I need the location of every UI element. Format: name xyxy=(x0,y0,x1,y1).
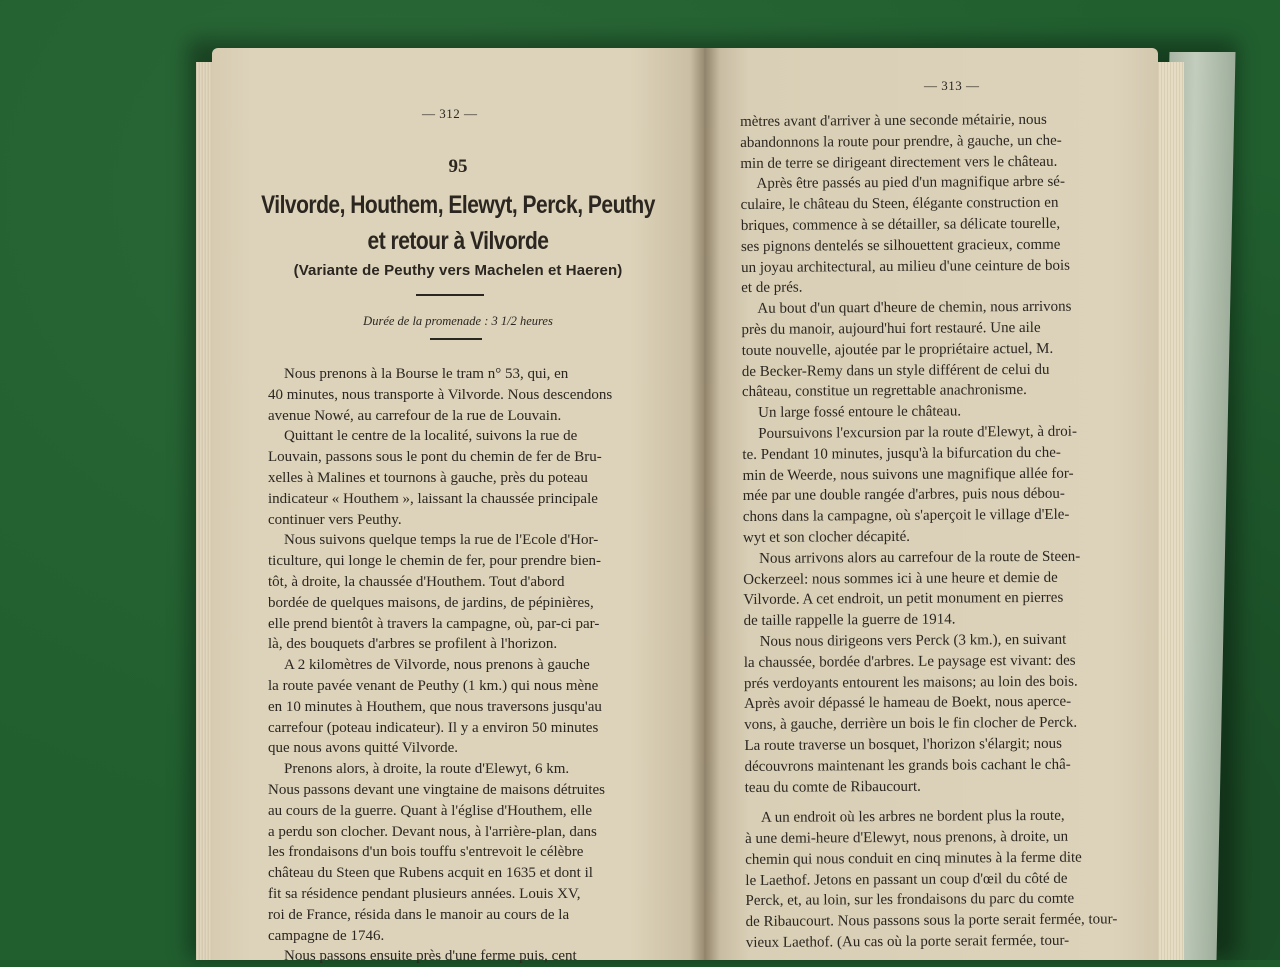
text-line: là, des bouquets d'arbres se profilent à l'horizon. xyxy=(268,636,558,653)
text-line: fit sa résidence pendant plusieurs années. Louis XV, xyxy=(268,885,581,902)
text-line: Au bout d'un quart d'heure de chemin, nous arrivons xyxy=(757,298,1072,318)
text-line: chemin qui nous conduit en cinq minutes à la ferme dite xyxy=(745,849,1082,868)
chapter-number: 95 xyxy=(448,156,468,177)
text-line: culaire, le château du Steen, élégante construction en xyxy=(740,194,1059,214)
text-line: les frondaisons d'un bois touffu s'entrevoit le célèbre xyxy=(268,844,584,861)
text-line: Louvain, passons sous le pont du chemin de fer de Bru- xyxy=(268,449,602,466)
text-line: ses pignons dentelés se silhouettent gracieux, comme xyxy=(740,236,1061,255)
text-line: chons dans la campagne, où s'aperçoit le village d'Ele- xyxy=(742,506,1070,526)
text-line: tôt, à droite, la chaussée d'Houthem. Tout d'abord xyxy=(268,573,565,590)
text-line: continuer vers Peuthy. xyxy=(268,511,402,528)
text-line: château du Steen que Rubens acquit en 1635 et dont il xyxy=(268,865,593,882)
text-line: 40 minutes, nous transporte à Vilvorde. Nous descendons xyxy=(268,386,613,403)
text-line: teau du comte de Ribaucourt. xyxy=(744,778,921,796)
chapter-title-line-1: Vilvorde, Houthem, Elewyt, Perck, Peuthy xyxy=(261,191,655,219)
right-page-body xyxy=(740,109,1118,953)
text-line: Vilvorde. A cet endroit, un petit monument en pierres xyxy=(743,590,1064,609)
text-line: briques, commence à se détailler, sa délicate tourelle, xyxy=(740,215,1061,234)
text-line: Après avoir dépassé le hameau de Boekt, nous aperce- xyxy=(744,694,1072,713)
page-number-left: — 312 — xyxy=(422,106,478,121)
text-line: ticulture, qui longe le chemin de fer, pour prendre bien- xyxy=(268,553,602,570)
text-line: xelles à Malines et tournons à gauche, près du poteau xyxy=(268,469,588,486)
text-line: que nous avons quitté Vilvorde. xyxy=(268,740,459,757)
chapter-subtitle: (Variante de Peuthy vers Machelen et Haeren) xyxy=(293,262,623,279)
text-line: en 10 minutes à Houthem, que nous traversons jusqu'au xyxy=(268,698,602,715)
left-page xyxy=(212,48,704,965)
text-line: carrefour (poteau indicateur). Il y a environ 50 minutes xyxy=(268,719,599,736)
text-line: au cours de la guerre. Quant à l'église d'Houthem, elle xyxy=(268,802,593,819)
text-line: La route traverse un bosquet, l'horizon s'élargit; nous xyxy=(744,735,1063,754)
text-line: de taille rappelle la guerre de 1914. xyxy=(743,611,956,630)
text-line: vons, à gauche, derrière un bois le fin clocher de Perck. xyxy=(744,714,1078,734)
text-line: indicateur « Houthem », laissant la chaussée principale xyxy=(268,490,598,507)
text-line: découvrons maintenant les grands bois cachant le châ- xyxy=(744,756,1071,775)
text-line: Nous arrivons alors au carrefour de la route de Steen- xyxy=(759,548,1081,567)
text-line: wyt et son clocher décapité. xyxy=(742,528,911,546)
text-line: Poursuivons l'excursion par la route d'Elewyt, à droi- xyxy=(758,423,1077,442)
chapter-title-line-2: et retour à Vilvorde xyxy=(367,227,549,255)
text-line: bordée de quelques maisons, de jardins, de pépinières, xyxy=(268,594,594,611)
text-line: min de terre se dirigeant directement vers le château. xyxy=(740,153,1058,172)
text-line: de Becker-Remy dans un style différent de celui du xyxy=(741,361,1050,380)
text-line: mètres avant d'arriver à une seconde métairie, nous xyxy=(740,111,1047,130)
text-line: A un endroit où les arbres ne bordent plus la route, xyxy=(760,808,1065,827)
text-line: le Laethof. Jetons en passant un coup d'œil du côté de xyxy=(745,870,1068,889)
text-line: Nous prenons à la Bourse le tram n° 53, qui, en xyxy=(284,366,569,382)
text-line: Quittant le centre de la localité, suivons la rue de xyxy=(284,428,578,445)
text-line: près du manoir, aujourd'hui fort restauré. Une aile xyxy=(741,319,1041,338)
text-line: Nous passons devant une vingtaine de maisons détruites xyxy=(268,781,606,798)
text-line: de Ribaucourt. Nous passons sous la porte serait fermée, tour- xyxy=(745,911,1118,931)
text-line: Nous nous dirigeons vers Perck (3 km.), en suivant xyxy=(759,631,1067,650)
text-line: Nous suivons quelque temps la rue de l'Ecole d'Hor- xyxy=(284,532,599,549)
text-line: a perdu son clocher. Devant nous, à l'arrière-plan, dans xyxy=(268,823,597,840)
page-number-right: — 313 — xyxy=(924,78,980,93)
text-line: toute nouvelle, ajoutée par le propriétaire actuel, M. xyxy=(741,340,1054,359)
text-line: Ockerzeel: nous sommes ici à une heure et demie de xyxy=(743,569,1058,588)
text-line: Nous passons ensuite près d'une ferme puis, cent xyxy=(284,948,577,965)
text-line: un joyau architectural, au milieu d'une ceinture de bois xyxy=(741,257,1070,276)
text-line: avenue Nowé, au carrefour de la rue de Louvain. xyxy=(268,407,562,424)
text-line: Après être passés au pied d'un magnifique arbre sé- xyxy=(756,174,1065,193)
book-gutter xyxy=(690,48,720,960)
text-line: min de Weerde, nous suivons une magnifique allée for- xyxy=(742,465,1074,484)
walk-duration: Durée de la promenade : 3 1/2 heures xyxy=(363,314,553,328)
title-rule xyxy=(416,294,484,296)
text-line: te. Pendant 10 minutes, jusqu'à la bifurcation du che- xyxy=(742,444,1061,463)
text-line: Prenons alors, à droite, la route d'Elewyt, 6 km. xyxy=(284,761,570,778)
text-line: Perck, et, au loin, sur les frondaisons du parc du comte xyxy=(745,891,1075,910)
text-line: vieux Laethof. (Au cas où la porte serait fermée, tour- xyxy=(745,932,1070,952)
text-line: roi de France, résida dans le manoir au cours de la xyxy=(268,906,570,923)
text-line: la chaussée, bordée d'arbres. Le paysage est vivant: des xyxy=(743,652,1076,671)
text-line: abandonnons la route pour prendre, à gauche, un che- xyxy=(740,132,1062,151)
text-line: et de prés. xyxy=(741,279,803,297)
text-line: elle prend bientôt à travers la campagne, où, par-ci par- xyxy=(268,615,600,632)
text-line: A 2 kilomètres de Vilvorde, nous prenons à gauche xyxy=(284,657,590,674)
left-page-body xyxy=(268,364,612,967)
duration-rule xyxy=(430,338,482,340)
right-page xyxy=(704,48,1158,960)
text-line: à une demi-heure d'Elewyt, nous prenons, à droite, un xyxy=(745,828,1069,848)
text-line: prés verdoyants entourent les maisons; au loin des bois. xyxy=(743,673,1078,692)
text-line: Un large fossé entoure le château. xyxy=(758,403,962,422)
text-line: château, constitue un regrettable anachronisme. xyxy=(741,382,1027,401)
text-line: campagne de 1746. xyxy=(268,927,385,944)
text-line: mée par une double rangée d'arbres, puis nous débou- xyxy=(742,486,1065,505)
text-line: la route pavée venant de Peuthy (1 km.) qui nous mène xyxy=(268,677,599,694)
